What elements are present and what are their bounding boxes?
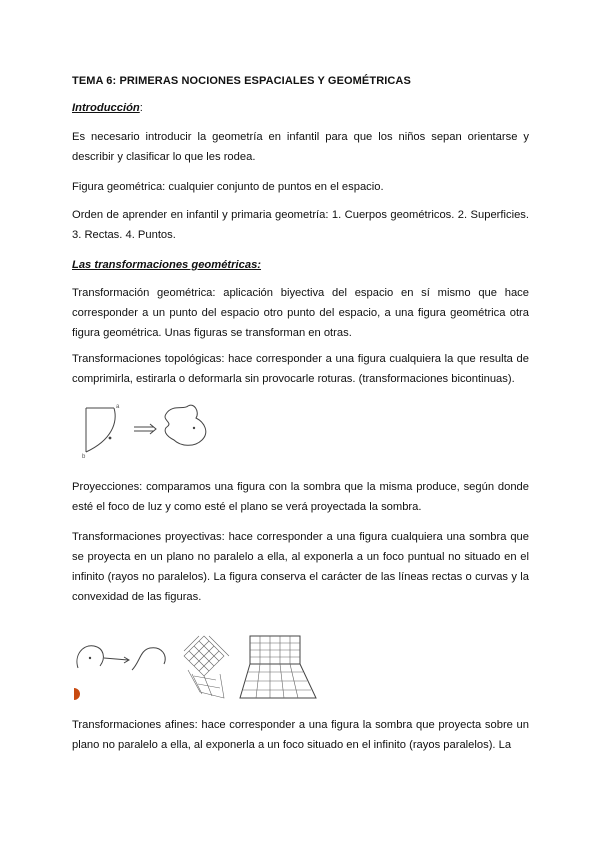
paragraph-topologicas: Transformaciones topológicas: hace corresponder a una figura cualquiera la que resulta de comprimirla, estirarla o deformarla sin provocarle roturas. (transformaciones bicontinuas).: [72, 353, 529, 385]
orange-marker-icon: [74, 688, 80, 700]
section-heading-transformaciones: [72, 255, 529, 275]
paragraph-figura-geometrica: Figura geométrica: cualquier conjunto de puntos en el espacio.: [72, 181, 384, 193]
svg-text:a: a: [116, 404, 120, 410]
paragraph-transformacion-geometrica: Transformación geométrica: aplicación biyectiva del espacio en sí mismo que hace corresponder a un punto del espacio otro punto del espacio, a una figura geométrica otra figura geométrica. Unas figuras se transforman en otras.: [72, 287, 529, 339]
paragraph-proyectivas: Transformaciones proyectivas: hace corresponder a una figura cualquiera una sombra que se proyecta en un plano no paralelo a ella, al exponerla a un foco puntual no situado en el infinito (rayos no paralelos). La figura conserva el carácter de las líneas rectas o curvas y la convexidad de las figuras.: [72, 531, 529, 603]
point-marker: [109, 437, 112, 440]
svg-text:b: b: [82, 454, 86, 460]
projective-transformation-figure: [70, 628, 330, 702]
quarter-disc-arc: [86, 408, 115, 452]
paragraph-orden-aprender: Orden de aprender en infantil y primaria geometría: 1. Cuerpos geométricos. 2. Superficies. 3. Rectas. 4. Puntos.: [72, 209, 529, 241]
rotated-grid-sketch: [184, 636, 229, 698]
paragraph-proyecciones: Proyecciones: comparamos una figura con la sombra que la misma produce, según donde esté el foco de luz y como esté el plano se verá proyectada la sombra.: [72, 481, 529, 513]
section-introduccion: [72, 98, 529, 118]
projection-arrow: [104, 658, 128, 660]
paragraph-intro: Es necesario introducir la geometría en infantil para que los niños sepan orientarse y describir y clasificar lo que les rodea.: [72, 131, 529, 163]
topological-deformation-figure: [76, 400, 226, 460]
paragraph-afines: Transformaciones afines: hace corresponder a una figura la sombra que proyecta sobre un plano no paralelo a ella, al exponerla a un foco situado en el infinito (rayos paralelos). La: [72, 719, 529, 751]
section-heading-colon: :: [139, 102, 143, 114]
document-title: TEMA 6: PRIMERAS NOCIONES ESPACIALES Y GEOMÉTRICAS: [72, 75, 411, 87]
double-arrow-icon: [134, 424, 156, 434]
projected-curve: [132, 648, 165, 670]
section-heading-transformaciones-text: Las transformaciones geométricas:: [72, 259, 262, 271]
perspective-grid-sketch: [240, 636, 316, 698]
deformed-blob-shape: [165, 405, 206, 445]
section-heading-introduccion: Introducción: [72, 102, 140, 114]
